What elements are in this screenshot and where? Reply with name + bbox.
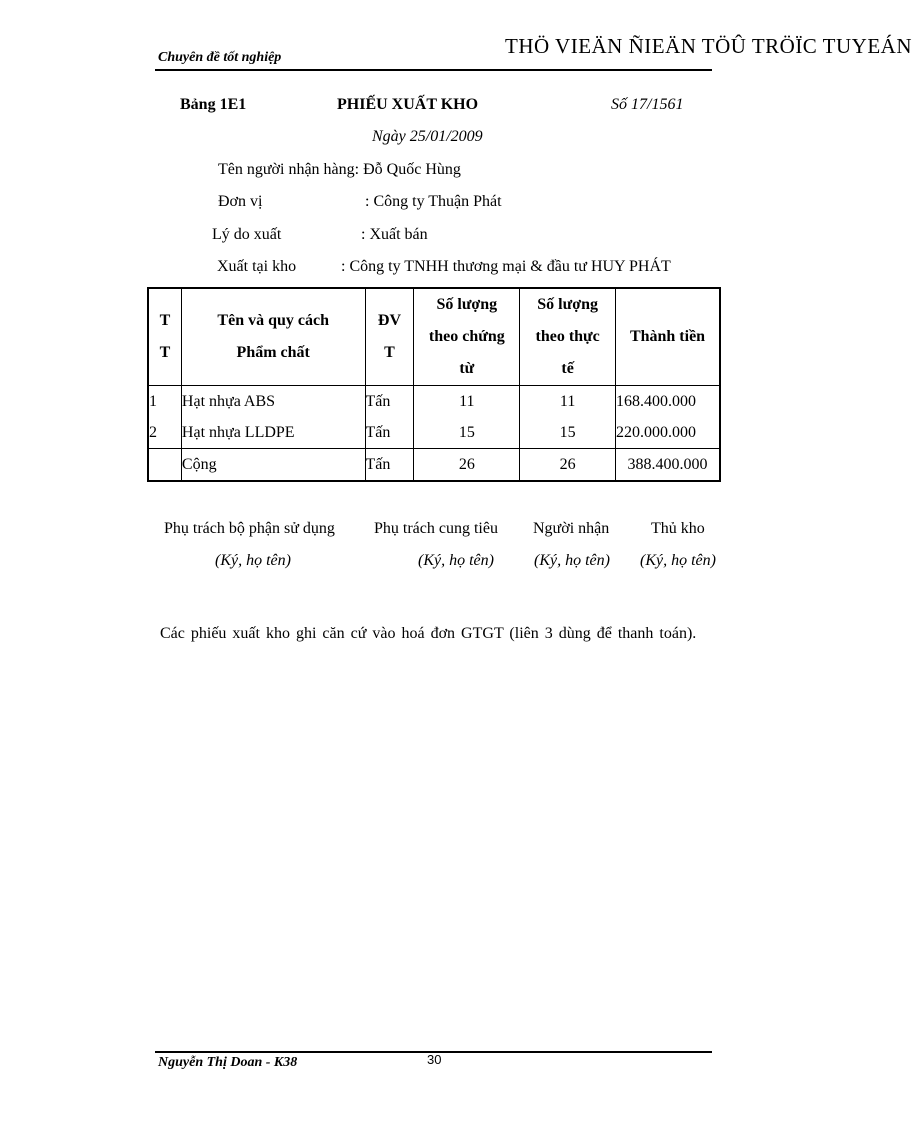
table-number: Bảng 1E1 [180,96,247,113]
total-qty-actual: 26 [520,449,616,482]
header-tt-line1: T [159,312,171,329]
table-row [148,386,720,418]
total-label: Cộng [181,449,365,482]
slip-date: Ngày 25/01/2009 [372,128,483,145]
header-name-line1: Tên và quy cách [217,312,329,329]
page-number: 30 [427,1052,442,1067]
header-library-name: THÖ VIEÄN ÑIEÄN TÖÛ TRÖÏC TUYEÁN [505,34,912,58]
signature-title-receiver: Người nhận [533,520,610,537]
signature-sub-supply: (Ký, họ tên) [418,552,494,569]
signature-sub-storekeeper: (Ký, họ tên) [640,552,716,569]
header-qty-actual [520,288,616,386]
header-qty-actual-line1: Số lượng [537,296,598,313]
signature-title-supply: Phụ trách cung tiêu [374,520,498,537]
total-qty-doc: 26 [414,449,520,482]
signature-title-storekeeper: Thủ kho [651,520,705,537]
header-unit [365,288,414,386]
receiver-line [218,161,461,179]
header-tt-line2: T [159,344,171,361]
header-unit-line1: ĐV [377,312,402,329]
table-row [148,417,720,449]
header-qty-actual-line2: theo thực [535,328,600,345]
total-tt [148,449,181,482]
row-amount: 168.400.000 [616,386,720,418]
warehouse-label: Xuất tại kho [217,258,297,275]
row-name: Hạt nhựa LLDPE [181,417,365,449]
header-name [181,288,365,386]
total-amount: 388.400.000 [616,449,720,482]
signature-sub-receiver: (Ký, họ tên) [534,552,610,569]
row-qty-doc: 15 [414,417,520,449]
note-paragraph: Các phiếu xuất kho ghi căn cứ vào hoá đơn GTGT (liên 3 dùng để thanh toán). [160,625,697,642]
header-qty-doc-line1: Số lượng [436,296,498,313]
row-name: Hạt nhựa ABS [181,386,365,418]
header-title: Chuyên đề tốt nghiệp [158,50,282,65]
row-tt: 2 [148,417,181,449]
header-qty-doc [414,288,520,386]
header-qty-doc-line3: từ [459,360,475,377]
slip-number: Số 17/1561 [611,96,684,113]
warehouse-value: : Công ty TNHH thương mại & đầu tư HUY PHÁT [341,258,671,275]
header-divider [155,69,712,71]
issue-table [147,287,721,482]
header-amount: Thành tiền [616,288,720,386]
slip-title: PHIẾU XUẤT KHO [337,96,479,113]
unit-value: : Công ty Thuận Phát [365,193,502,210]
header-unit-line2: T [384,344,395,361]
receiver-label: Tên người nhận hàng: [218,161,360,178]
signature-title-usage-dept: Phụ trách bộ phận sử dụng [164,520,335,537]
receiver-value: Đỗ Quốc Hùng [363,161,461,178]
table-header-row [148,288,720,386]
signature-sub-usage-dept: (Ký, họ tên) [215,552,291,569]
row-qty-actual: 15 [520,417,616,449]
row-qty-doc: 11 [414,386,520,418]
header-qty-actual-line3: tế [561,360,574,377]
reason-value: : Xuất bán [361,226,428,243]
row-amount: 220.000.000 [616,417,720,449]
total-unit: Tấn [365,449,414,482]
reason-label: Lý do xuất [212,226,282,243]
row-unit: Tấn [365,417,414,449]
unit-label: Đơn vị [218,193,263,210]
header-qty-doc-line2: theo chứng [428,328,505,345]
footer-author: Nguyễn Thị Doan - K38 [158,1055,298,1070]
table-total-row [148,449,720,482]
header-name-line2: Phẩm chất [236,344,310,361]
row-qty-actual: 11 [520,386,616,418]
row-tt: 1 [148,386,181,418]
row-unit: Tấn [365,386,414,418]
header-tt [148,288,181,386]
